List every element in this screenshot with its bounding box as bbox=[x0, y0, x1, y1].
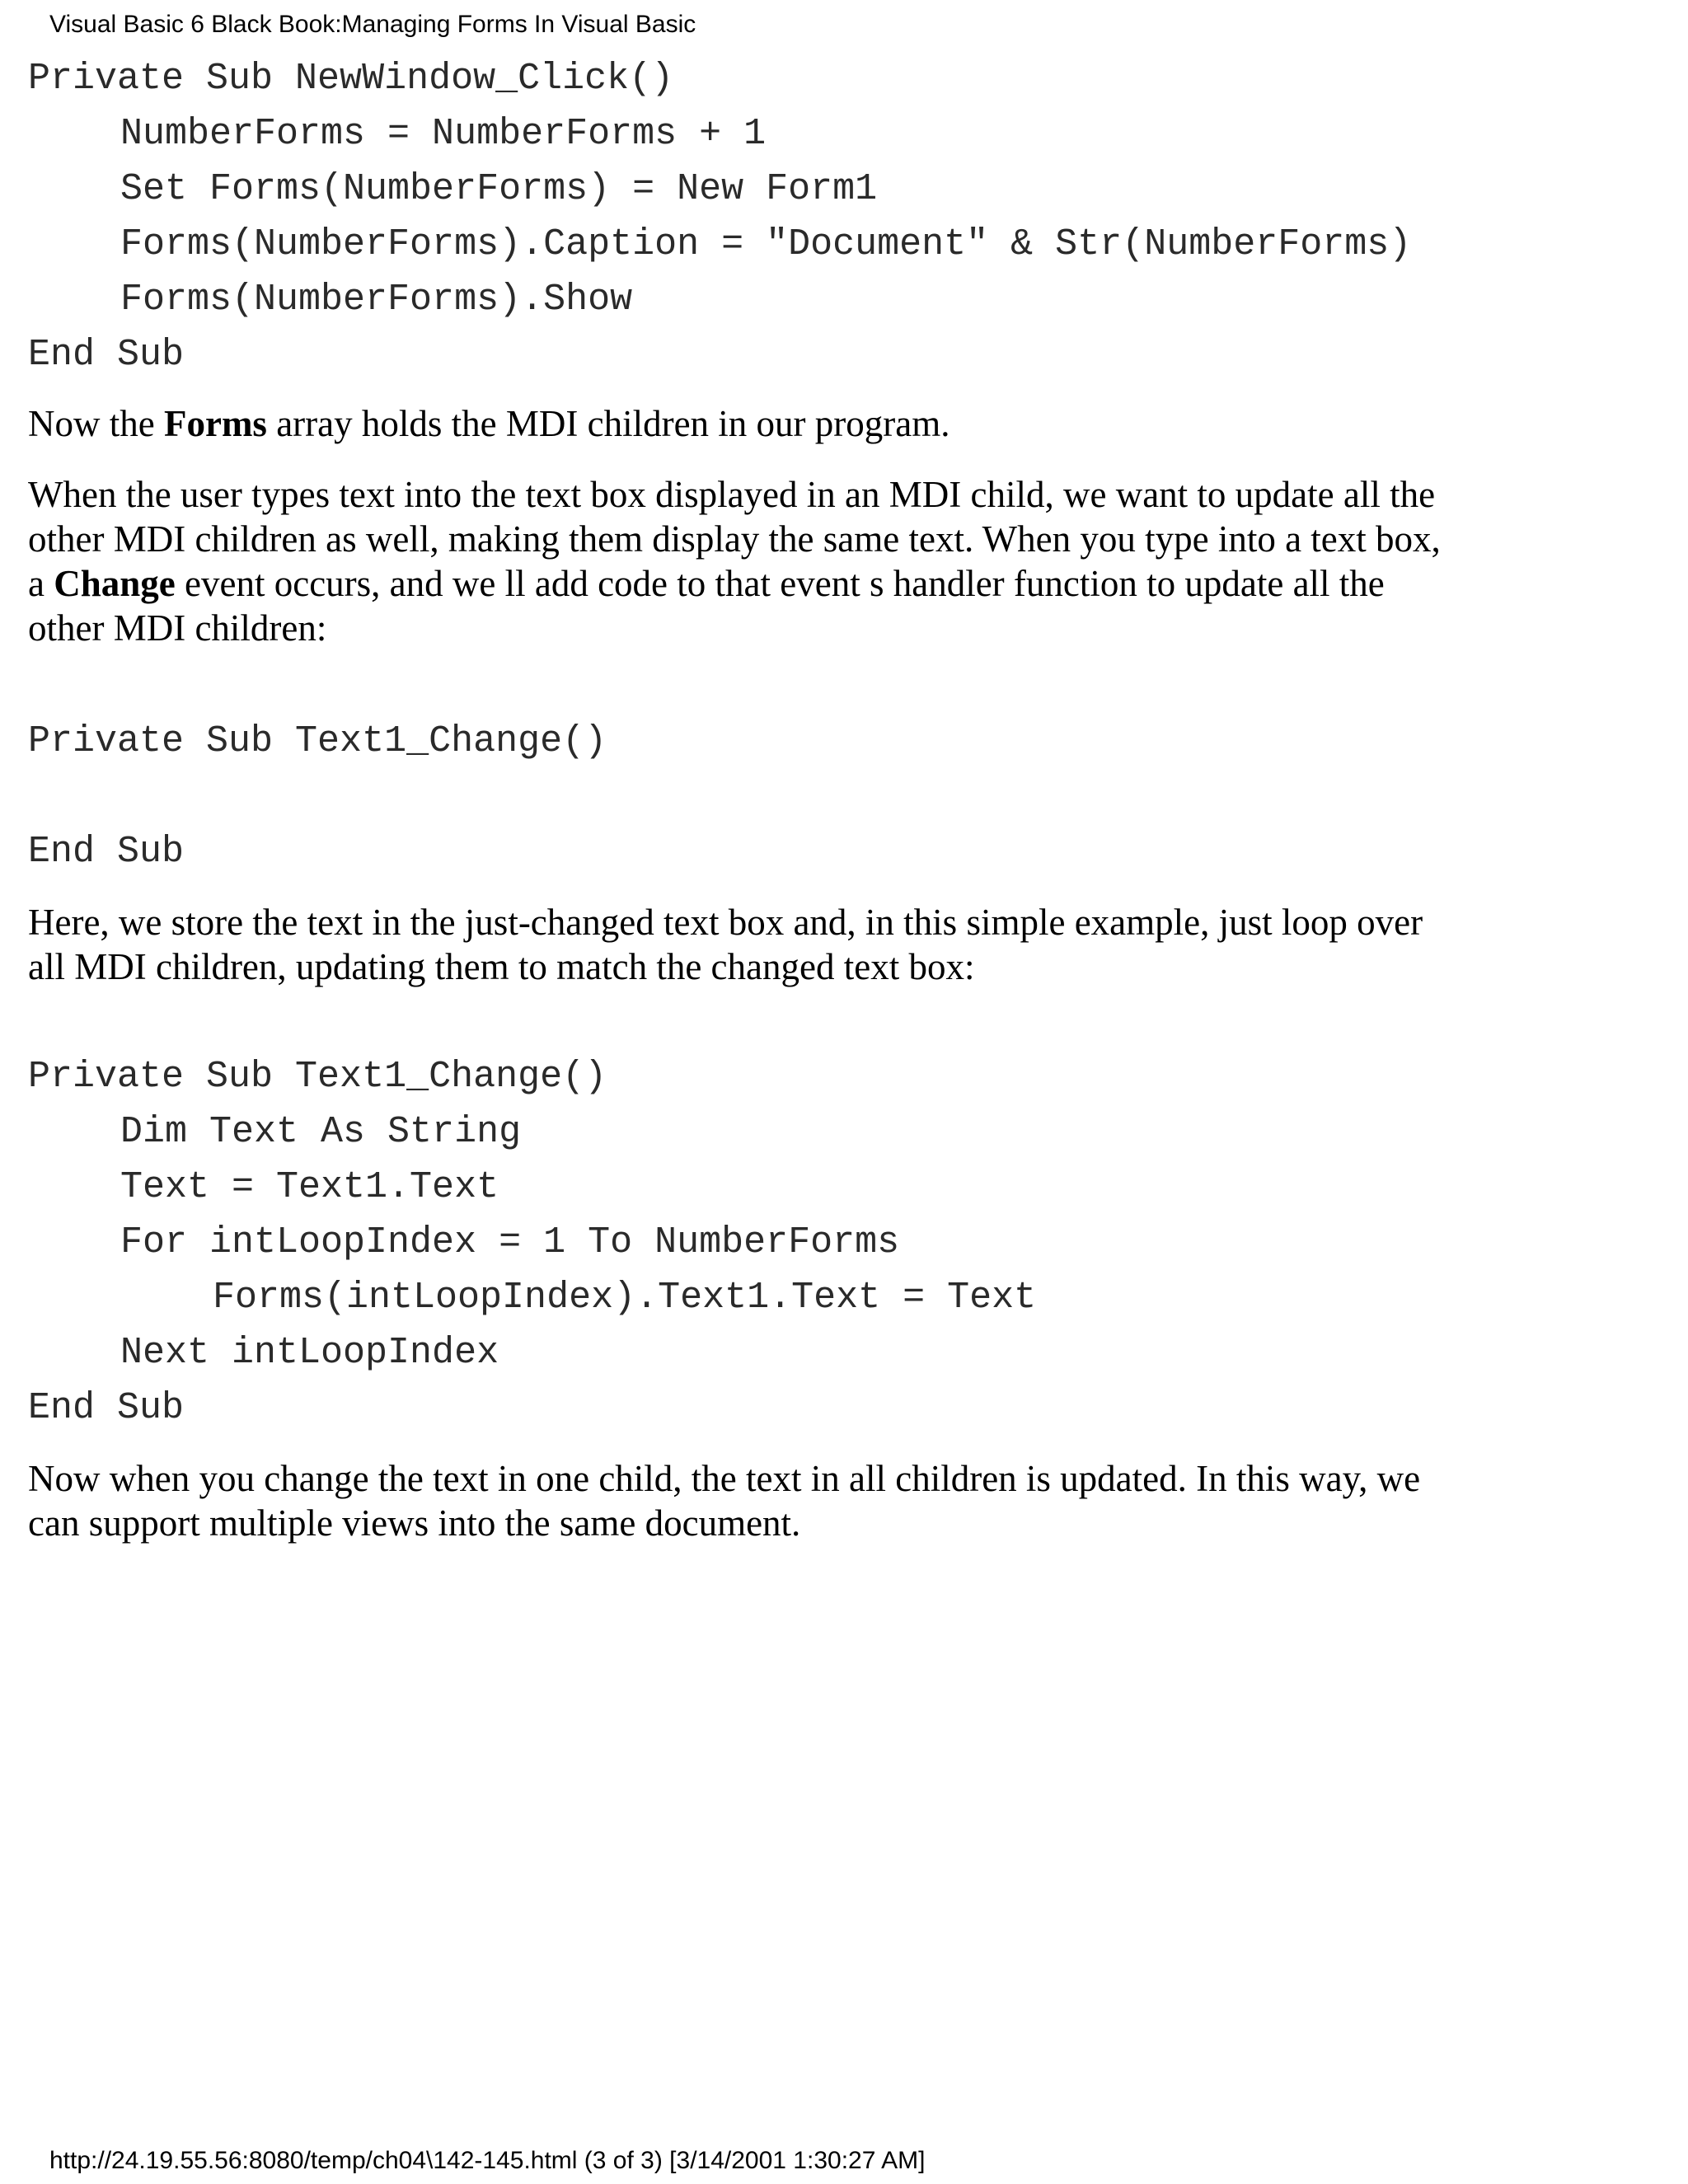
code-line: Forms(NumberForms).Show bbox=[120, 279, 633, 321]
code-line: NumberForms = NumberForms + 1 bbox=[120, 113, 767, 155]
paragraph-bold-term: Forms bbox=[163, 403, 267, 444]
paragraph-text: event occurs, and we ll add code to that event s handler function to update all the other MDI children: bbox=[28, 563, 1385, 649]
paragraph-text: When the user types text into the text box displayed in an MDI child, we want to update all the other MDI children as well, making them display the same text. When you type into a text box, a bbox=[28, 474, 1441, 604]
code-line: Text = Text1.Text bbox=[120, 1166, 499, 1208]
paragraph-store-text: Here, we store the text in the just-changed text box and, in this simple example, just loop over all MDI children, updating them to match the changed text box: bbox=[28, 902, 1423, 987]
paragraph-forms-array bbox=[28, 401, 1446, 446]
paragraph-bold-term: Change bbox=[54, 563, 176, 604]
code-line: Dim Text As String bbox=[120, 1111, 522, 1153]
code-line: Set Forms(NumberForms) = New Form1 bbox=[120, 168, 878, 210]
footer-url[interactable]: http://24.19.55.56:8080/temp/ch04\142-145.html (3 of 3) [3/14/2001 1:30:27 AM] bbox=[49, 2147, 926, 2174]
code-line: Private Sub Text1_Change() bbox=[28, 1056, 607, 1098]
code-line: Private Sub Text1_Change() bbox=[28, 720, 607, 762]
paragraph-text: array holds the MDI children in our program. bbox=[266, 403, 950, 444]
code-line: End Sub bbox=[28, 831, 185, 873]
code-block-newwindow bbox=[28, 51, 1411, 382]
page-header: Visual Basic 6 Black Book:Managing Forms In Visual Basic bbox=[49, 11, 696, 38]
code-line: End Sub bbox=[28, 334, 185, 376]
paragraph-text: Now the bbox=[28, 403, 164, 444]
code-line bbox=[28, 769, 607, 824]
code-block-change-stub bbox=[28, 714, 607, 879]
code-line: Forms(NumberForms).Caption = "Document" & Str(NumberForms) bbox=[120, 223, 1412, 265]
code-line: End Sub bbox=[28, 1387, 185, 1429]
code-line: For intLoopIndex = 1 To NumberForms bbox=[120, 1221, 900, 1263]
paragraph-multiple-views: Now when you change the text in one child, the text in all children is updated. In this way, we can support multiple views into the same document. bbox=[28, 1458, 1421, 1544]
paragraph-change-event bbox=[28, 472, 1446, 650]
code-line: Next intLoopIndex bbox=[120, 1332, 499, 1374]
code-block-change-loop bbox=[28, 1049, 1036, 1436]
code-line: Private Sub NewWindow_Click() bbox=[28, 58, 674, 100]
code-line: Forms(intLoopIndex).Text1.Text = Text bbox=[213, 1277, 1037, 1319]
